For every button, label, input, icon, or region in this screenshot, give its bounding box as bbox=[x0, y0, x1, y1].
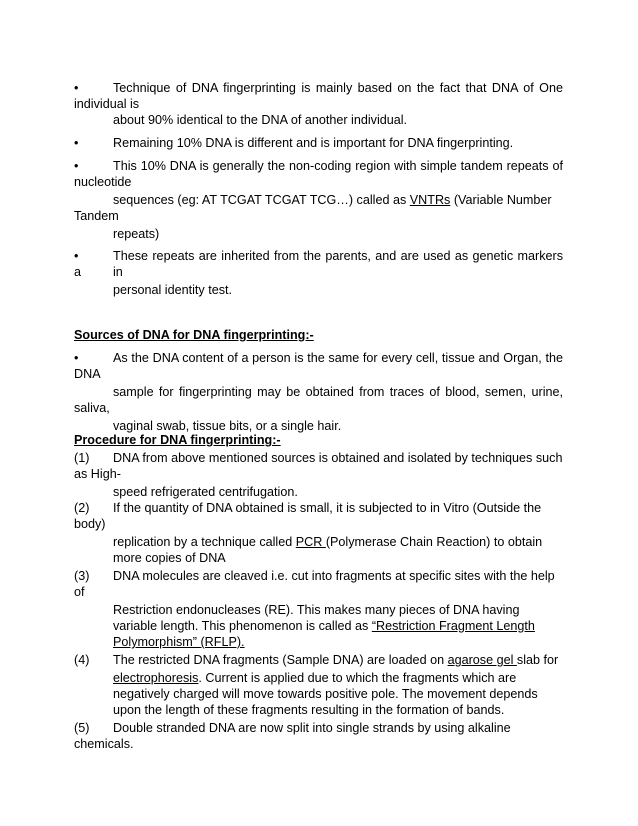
step4-number: (4) bbox=[74, 653, 90, 667]
step3-number: (3) bbox=[74, 569, 90, 583]
procedure-heading: Procedure for DNA fingerprinting:- bbox=[74, 433, 281, 447]
pcr-term: PCR bbox=[295, 535, 326, 549]
sources-continuation2: vaginal swab, tissue bits, or a single hair. bbox=[113, 419, 342, 433]
step2-number: (2) bbox=[74, 501, 90, 515]
step4-continuation bbox=[113, 670, 563, 686]
step4-continuation2: negatively charged will move towards positive pole. The movement depends bbox=[113, 687, 538, 701]
bullet1-wrap: individual is bbox=[74, 97, 140, 111]
step2-continuation2: more copies of DNA bbox=[113, 551, 226, 565]
step2-text: If the quantity of DNA obtained is small, it is subjected to in Vitro (Outside the bbox=[113, 501, 542, 515]
step3-continuation2 bbox=[113, 618, 563, 634]
step2-continuation bbox=[113, 534, 563, 550]
electrophoresis-term: electrophoresis bbox=[113, 671, 199, 685]
step2-cont-b: (Polymerase Chain Reaction) to obtain bbox=[325, 535, 543, 549]
sources-heading: Sources of DNA for DNA fingerprinting:- bbox=[74, 328, 314, 342]
step1-wrap: as High- bbox=[74, 467, 121, 481]
bullet4-continuation: personal identity test. bbox=[113, 283, 233, 297]
step2-cont-a: replication by a technique called bbox=[113, 535, 296, 549]
sources-wrap: DNA bbox=[74, 367, 101, 381]
step1-number: (1) bbox=[74, 451, 90, 465]
sources-continuation: sample for fingerprinting may be obtained from traces of blood, semen, urine, bbox=[113, 385, 563, 399]
bullet3-cont-b: (Variable Number bbox=[450, 193, 552, 207]
step4-text-a: The restricted DNA fragments (Sample DNA) are loaded on bbox=[113, 653, 448, 667]
step1-text: DNA from above mentioned sources is obtained and isolated by techniques such bbox=[113, 451, 563, 465]
sources-wrap2: saliva, bbox=[74, 401, 110, 415]
step3-text: DNA molecules are cleaved i.e. cut into fragments at specific sites with the help bbox=[113, 569, 555, 583]
step5-wrap: chemicals. bbox=[74, 737, 134, 751]
step4-continuation3: upon the length of these fragments resulting in the formation of bands. bbox=[113, 703, 505, 717]
step3-cont-a: variable length. This phenomenon is called as bbox=[113, 619, 372, 633]
bullet-icon: • bbox=[74, 249, 79, 263]
agarose-gel-term: agarose gel bbox=[447, 653, 517, 667]
rflp-term: “Restriction Fragment Length bbox=[371, 619, 535, 633]
bullet-icon: • bbox=[74, 136, 79, 150]
bullet-icon: • bbox=[74, 81, 79, 95]
bullet3-wrap2: Tandem bbox=[74, 209, 119, 223]
sources-text: As the DNA content of a person is the same for every cell, tissue and Organ, the bbox=[113, 351, 563, 365]
bullet-icon: • bbox=[74, 351, 79, 365]
bullet3-cont-a: sequences (eg: AT TCGAT TCGAT TCG…) called as bbox=[113, 193, 410, 207]
step4-cont-b: . Current is applied due to which the fragments which are bbox=[198, 671, 517, 685]
vntrs-term: VNTRs bbox=[409, 193, 451, 207]
step2-wrap: body) bbox=[74, 517, 106, 531]
step5-text: Double stranded DNA are now split into single strands by using alkaline bbox=[113, 721, 511, 735]
bullet3-wrap: nucleotide bbox=[74, 175, 132, 189]
step1-continuation: speed refrigerated centrifugation. bbox=[113, 485, 298, 499]
bullet-icon: • bbox=[74, 159, 79, 173]
step3-continuation: Restriction endonucleases (RE). This makes many pieces of DNA having bbox=[113, 603, 520, 617]
rflp-term-2: Polymorphism” (RFLP). bbox=[113, 635, 245, 649]
step4-text-b: slab for bbox=[516, 653, 559, 667]
bullet3-text: This 10% DNA is generally the non-coding region with simple tandem repeats of bbox=[113, 159, 563, 173]
bullet1-continuation: about 90% identical to the DNA of another individual. bbox=[113, 113, 408, 127]
step3-wrap: of bbox=[74, 585, 85, 599]
bullet3-continuation bbox=[113, 192, 563, 208]
step4-text bbox=[113, 652, 563, 668]
bullet1-text: Technique of DNA fingerprinting is mainly based on the fact that DNA of One bbox=[113, 81, 563, 95]
step5-number: (5) bbox=[74, 721, 90, 735]
bullet4-text: These repeats are inherited from the parents, and are used as genetic markers in bbox=[113, 249, 563, 279]
step3-continuation3 bbox=[113, 634, 563, 650]
bullet3-continuation2: repeats) bbox=[113, 227, 160, 241]
bullet4-wrap: a bbox=[74, 265, 82, 279]
bullet2-text: Remaining 10% DNA is different and is important for DNA fingerprinting. bbox=[113, 136, 514, 150]
